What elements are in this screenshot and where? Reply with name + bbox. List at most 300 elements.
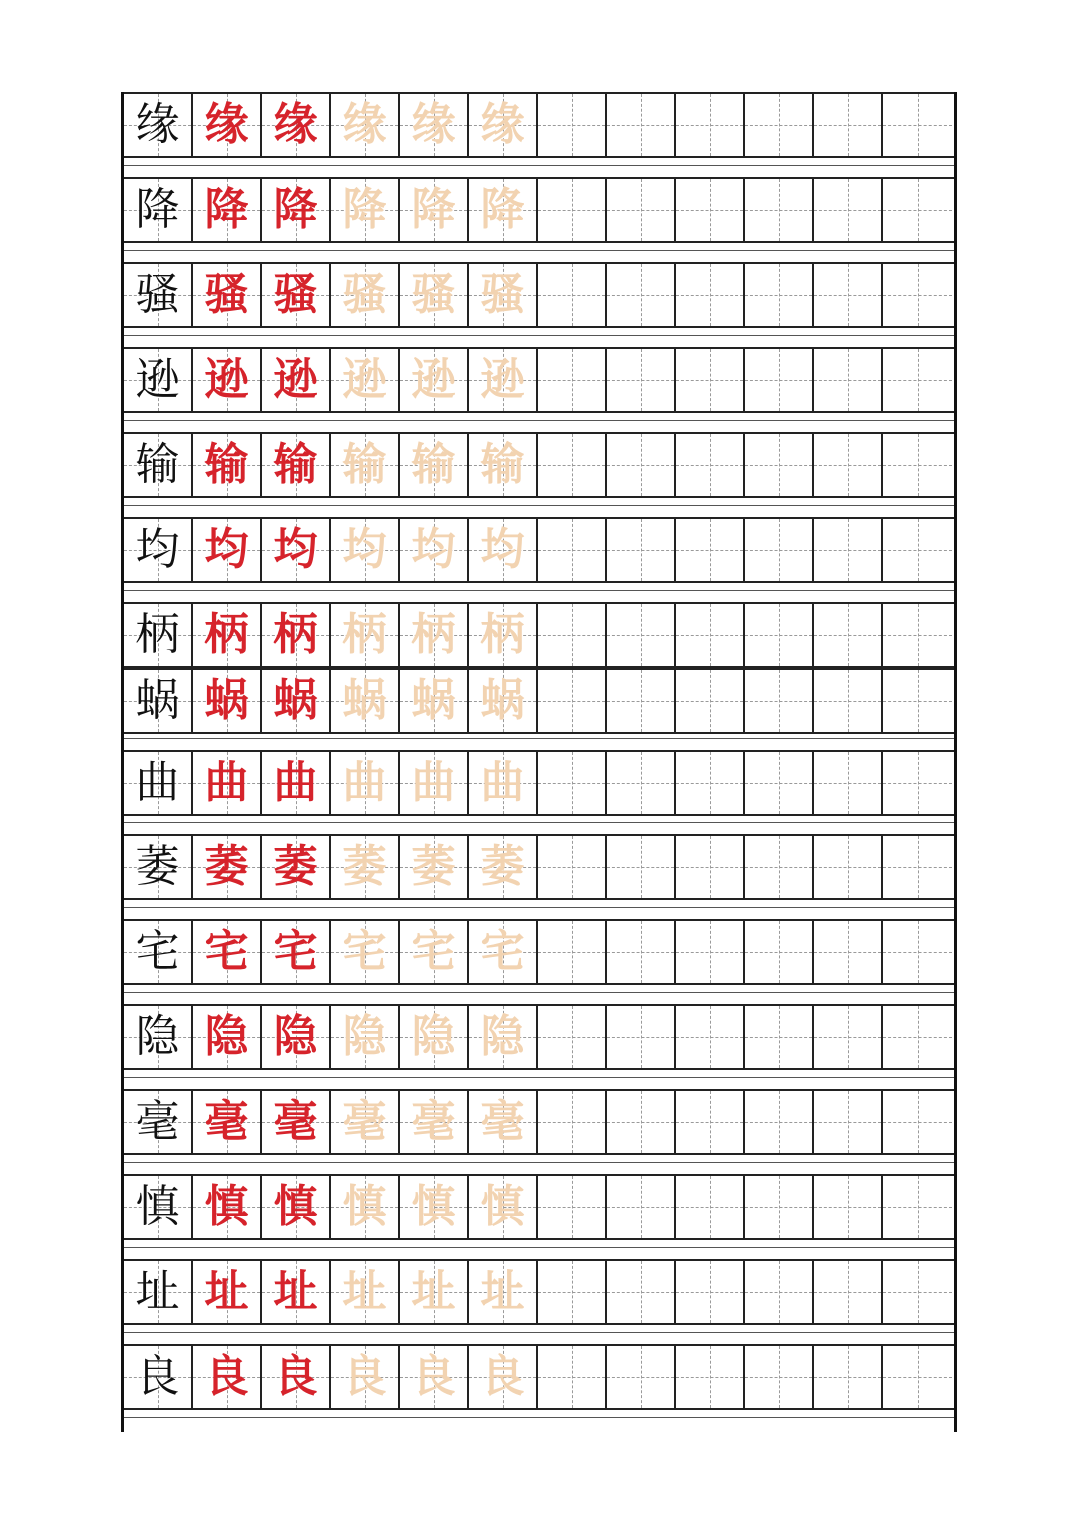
trace-character-cell[interactable]: [400, 519, 469, 581]
trace-character-cell[interactable]: [469, 752, 538, 814]
empty-practice-cell[interactable]: [607, 94, 676, 156]
trace-character: 均: [480, 524, 525, 575]
trace-character: 降: [480, 184, 525, 235]
model-character: 慎: [135, 1181, 180, 1232]
trace-character-cell[interactable]: [469, 1091, 538, 1153]
trace-character: 良: [411, 1351, 456, 1402]
trace-character-cell[interactable]: [400, 434, 469, 496]
practice-sheet: [121, 92, 957, 1432]
empty-practice-cell[interactable]: [814, 1091, 883, 1153]
trace-character-cell[interactable]: [400, 349, 469, 411]
trace-character: 输: [411, 439, 456, 490]
row-spacer-line: [124, 1247, 954, 1248]
empty-practice-cell[interactable]: [676, 836, 745, 898]
empty-practice-cell[interactable]: [745, 264, 814, 326]
trace-character: 均: [342, 524, 387, 575]
empty-practice-cell[interactable]: [607, 670, 676, 732]
trace-character: 毫: [480, 1096, 525, 1147]
trace-character: 曲: [342, 757, 387, 808]
trace-character: 输: [342, 439, 387, 490]
model-character: 降: [135, 184, 180, 235]
practice-row: [124, 834, 954, 900]
empty-practice-cell[interactable]: [538, 94, 607, 156]
trace-character: 隐: [480, 1011, 525, 1062]
red-character: 曲: [204, 757, 249, 808]
red-character-cell[interactable]: [193, 670, 262, 732]
trace-character-cell[interactable]: [400, 94, 469, 156]
trace-character: 址: [411, 1266, 456, 1317]
trace-character-cell[interactable]: [331, 519, 400, 581]
row-spacer-line: [124, 822, 954, 823]
model-character-cell[interactable]: [124, 1176, 193, 1238]
red-character: 址: [204, 1266, 249, 1317]
red-character-cell[interactable]: [262, 1346, 331, 1408]
empty-practice-cell[interactable]: [883, 836, 952, 898]
empty-practice-cell[interactable]: [538, 1346, 607, 1408]
trace-character: 慎: [342, 1181, 387, 1232]
empty-practice-cell[interactable]: [745, 434, 814, 496]
empty-practice-cell[interactable]: [607, 1261, 676, 1323]
empty-practice-cell[interactable]: [883, 434, 952, 496]
row-spacer-line: [124, 335, 954, 336]
red-character-cell[interactable]: [193, 434, 262, 496]
trace-character-cell[interactable]: [400, 1091, 469, 1153]
empty-practice-cell[interactable]: [814, 1261, 883, 1323]
empty-practice-cell[interactable]: [607, 519, 676, 581]
trace-character-cell[interactable]: [469, 434, 538, 496]
empty-practice-cell[interactable]: [814, 752, 883, 814]
trace-character-cell[interactable]: [331, 1091, 400, 1153]
red-character-cell[interactable]: [262, 519, 331, 581]
empty-practice-cell[interactable]: [676, 349, 745, 411]
red-character-cell[interactable]: [193, 1006, 262, 1068]
trace-character-cell[interactable]: [400, 752, 469, 814]
practice-row: [124, 668, 954, 734]
red-character-cell[interactable]: [262, 1091, 331, 1153]
trace-character-cell[interactable]: [469, 179, 538, 241]
practice-row: [124, 517, 954, 583]
trace-character-cell[interactable]: [400, 921, 469, 983]
empty-practice-cell[interactable]: [538, 836, 607, 898]
red-character-cell[interactable]: [262, 604, 331, 666]
row-spacer-line: [124, 907, 954, 908]
trace-character: 柄: [342, 609, 387, 660]
row-spacer-line: [124, 992, 954, 993]
empty-practice-cell[interactable]: [814, 264, 883, 326]
trace-character: 宅: [342, 926, 387, 977]
empty-practice-cell[interactable]: [607, 434, 676, 496]
trace-character-cell[interactable]: [469, 1346, 538, 1408]
trace-character: 慎: [480, 1181, 525, 1232]
empty-practice-cell[interactable]: [883, 1006, 952, 1068]
red-character-cell[interactable]: [193, 752, 262, 814]
trace-character-cell[interactable]: [469, 264, 538, 326]
red-character: 宅: [204, 926, 249, 977]
trace-character: 逊: [411, 354, 456, 405]
red-character-cell[interactable]: [193, 1176, 262, 1238]
red-character: 萎: [273, 841, 318, 892]
empty-practice-cell[interactable]: [676, 1346, 745, 1408]
empty-practice-cell[interactable]: [745, 836, 814, 898]
model-character-cell[interactable]: [124, 921, 193, 983]
trace-character-cell[interactable]: [331, 264, 400, 326]
practice-row: [124, 92, 954, 158]
empty-practice-cell[interactable]: [676, 1261, 745, 1323]
empty-practice-cell[interactable]: [814, 1176, 883, 1238]
trace-character: 毫: [411, 1096, 456, 1147]
red-character-cell[interactable]: [193, 519, 262, 581]
row-spacer-line: [124, 1077, 954, 1078]
empty-practice-cell[interactable]: [607, 921, 676, 983]
empty-practice-cell[interactable]: [607, 604, 676, 666]
model-character-cell[interactable]: [124, 1261, 193, 1323]
empty-practice-cell[interactable]: [814, 670, 883, 732]
empty-practice-cell[interactable]: [745, 670, 814, 732]
practice-row: [124, 750, 954, 816]
trace-character-cell[interactable]: [469, 921, 538, 983]
empty-practice-cell[interactable]: [676, 1006, 745, 1068]
empty-practice-cell[interactable]: [607, 752, 676, 814]
trace-character-cell[interactable]: [400, 670, 469, 732]
empty-practice-cell[interactable]: [607, 1006, 676, 1068]
empty-practice-cell[interactable]: [538, 1006, 607, 1068]
trace-character-cell[interactable]: [331, 752, 400, 814]
red-character-cell[interactable]: [193, 179, 262, 241]
trace-character: 蜗: [411, 675, 456, 726]
model-character: 骚: [135, 269, 180, 320]
red-character-cell[interactable]: [262, 349, 331, 411]
empty-practice-cell[interactable]: [745, 349, 814, 411]
red-character-cell[interactable]: [193, 604, 262, 666]
empty-practice-cell[interactable]: [814, 1006, 883, 1068]
empty-practice-cell[interactable]: [538, 519, 607, 581]
trace-character: 宅: [480, 926, 525, 977]
model-character: 萎: [135, 841, 180, 892]
empty-practice-cell[interactable]: [814, 349, 883, 411]
red-character: 骚: [204, 269, 249, 320]
practice-row: [124, 1344, 954, 1410]
trace-character: 缘: [480, 99, 525, 150]
empty-practice-cell[interactable]: [607, 1346, 676, 1408]
empty-practice-cell[interactable]: [676, 604, 745, 666]
red-character: 逊: [273, 354, 318, 405]
trace-character-cell[interactable]: [400, 1176, 469, 1238]
red-character: 缘: [204, 99, 249, 150]
trace-character: 萎: [342, 841, 387, 892]
trace-character-cell[interactable]: [469, 519, 538, 581]
red-character-cell[interactable]: [262, 752, 331, 814]
trace-character-cell[interactable]: [469, 1006, 538, 1068]
empty-practice-cell[interactable]: [538, 670, 607, 732]
trace-character-cell[interactable]: [331, 1261, 400, 1323]
trace-character: 缘: [342, 99, 387, 150]
red-character-cell[interactable]: [262, 94, 331, 156]
trace-character-cell[interactable]: [400, 836, 469, 898]
row-spacer-line: [124, 738, 954, 739]
red-character-cell[interactable]: [193, 1091, 262, 1153]
empty-practice-cell[interactable]: [745, 1261, 814, 1323]
trace-character: 蜗: [480, 675, 525, 726]
model-character: 均: [135, 524, 180, 575]
trace-character: 蜗: [342, 675, 387, 726]
red-character: 慎: [273, 1181, 318, 1232]
empty-practice-cell[interactable]: [607, 836, 676, 898]
trace-character-cell[interactable]: [331, 836, 400, 898]
empty-practice-cell[interactable]: [883, 94, 952, 156]
trace-character-cell[interactable]: [331, 434, 400, 496]
trace-character-cell[interactable]: [469, 94, 538, 156]
model-character: 址: [135, 1266, 180, 1317]
empty-practice-cell[interactable]: [607, 1091, 676, 1153]
red-character-cell[interactable]: [193, 264, 262, 326]
red-character: 输: [204, 439, 249, 490]
empty-practice-cell[interactable]: [676, 519, 745, 581]
red-character: 良: [204, 1351, 249, 1402]
red-character-cell[interactable]: [193, 94, 262, 156]
empty-practice-cell[interactable]: [676, 434, 745, 496]
red-character: 逊: [204, 354, 249, 405]
trace-character: 址: [480, 1266, 525, 1317]
trace-character-cell[interactable]: [469, 349, 538, 411]
model-character-cell[interactable]: [124, 670, 193, 732]
practice-row: [124, 1089, 954, 1155]
red-character-cell[interactable]: [262, 670, 331, 732]
model-character: 缘: [135, 99, 180, 150]
red-character-cell[interactable]: [193, 1261, 262, 1323]
model-character: 宅: [135, 926, 180, 977]
model-character: 输: [135, 439, 180, 490]
red-character-cell[interactable]: [262, 1261, 331, 1323]
empty-practice-cell[interactable]: [745, 1006, 814, 1068]
empty-practice-cell[interactable]: [814, 921, 883, 983]
model-character-cell[interactable]: [124, 519, 193, 581]
trace-character-cell[interactable]: [331, 1176, 400, 1238]
trace-character: 良: [480, 1351, 525, 1402]
empty-practice-cell[interactable]: [676, 94, 745, 156]
empty-practice-cell[interactable]: [676, 670, 745, 732]
trace-character: 骚: [411, 269, 456, 320]
trace-character: 降: [411, 184, 456, 235]
red-character-cell[interactable]: [193, 1346, 262, 1408]
empty-practice-cell[interactable]: [883, 921, 952, 983]
red-character-cell[interactable]: [262, 836, 331, 898]
red-character-cell[interactable]: [193, 921, 262, 983]
model-character: 隐: [135, 1011, 180, 1062]
model-character: 蜗: [135, 675, 180, 726]
trace-character-cell[interactable]: [331, 1006, 400, 1068]
empty-practice-cell[interactable]: [883, 604, 952, 666]
empty-practice-cell[interactable]: [814, 604, 883, 666]
red-character-cell[interactable]: [262, 1006, 331, 1068]
red-character-cell[interactable]: [262, 1176, 331, 1238]
empty-practice-cell[interactable]: [538, 179, 607, 241]
practice-row: [124, 432, 954, 498]
trace-character: 逊: [480, 354, 525, 405]
red-character-cell[interactable]: [262, 921, 331, 983]
red-character-cell[interactable]: [262, 264, 331, 326]
trace-character: 降: [342, 184, 387, 235]
trace-character-cell[interactable]: [469, 836, 538, 898]
red-character-cell[interactable]: [262, 434, 331, 496]
empty-practice-cell[interactable]: [745, 519, 814, 581]
empty-practice-cell[interactable]: [883, 670, 952, 732]
empty-practice-cell[interactable]: [676, 752, 745, 814]
empty-practice-cell[interactable]: [607, 179, 676, 241]
red-character: 毫: [204, 1096, 249, 1147]
red-character: 宅: [273, 926, 318, 977]
empty-practice-cell[interactable]: [538, 1091, 607, 1153]
trace-character: 隐: [342, 1011, 387, 1062]
row-spacer-line: [124, 1162, 954, 1163]
empty-practice-cell[interactable]: [607, 264, 676, 326]
row-spacer-line: [124, 505, 954, 506]
empty-practice-cell[interactable]: [607, 349, 676, 411]
red-character: 萎: [204, 841, 249, 892]
trace-character-cell[interactable]: [469, 604, 538, 666]
red-character: 良: [273, 1351, 318, 1402]
trace-character-cell[interactable]: [400, 1006, 469, 1068]
empty-practice-cell[interactable]: [883, 752, 952, 814]
trace-character-cell[interactable]: [331, 1346, 400, 1408]
trace-character: 柄: [480, 609, 525, 660]
practice-row: [124, 347, 954, 413]
red-character: 均: [204, 524, 249, 575]
empty-practice-cell[interactable]: [814, 836, 883, 898]
empty-practice-cell[interactable]: [676, 1091, 745, 1153]
red-character-cell[interactable]: [262, 179, 331, 241]
empty-practice-cell[interactable]: [883, 1261, 952, 1323]
empty-practice-cell[interactable]: [745, 604, 814, 666]
model-character-cell[interactable]: [124, 1091, 193, 1153]
red-character-cell[interactable]: [193, 836, 262, 898]
empty-practice-cell[interactable]: [883, 1346, 952, 1408]
trace-character: 逊: [342, 354, 387, 405]
empty-practice-cell[interactable]: [538, 921, 607, 983]
model-character-cell[interactable]: [124, 836, 193, 898]
empty-practice-cell[interactable]: [607, 1176, 676, 1238]
empty-practice-cell[interactable]: [814, 179, 883, 241]
empty-practice-cell[interactable]: [538, 264, 607, 326]
trace-character: 萎: [411, 841, 456, 892]
empty-practice-cell[interactable]: [814, 519, 883, 581]
model-character-cell[interactable]: [124, 179, 193, 241]
trace-character-cell[interactable]: [469, 670, 538, 732]
red-character: 址: [273, 1266, 318, 1317]
model-character-cell[interactable]: [124, 349, 193, 411]
empty-practice-cell[interactable]: [676, 921, 745, 983]
red-character: 缘: [273, 99, 318, 150]
trace-character-cell[interactable]: [331, 604, 400, 666]
trace-character: 柄: [411, 609, 456, 660]
red-character: 蜗: [204, 675, 249, 726]
model-character: 柄: [135, 609, 180, 660]
empty-practice-cell[interactable]: [814, 94, 883, 156]
trace-character-cell[interactable]: [400, 264, 469, 326]
empty-practice-cell[interactable]: [745, 921, 814, 983]
red-character: 降: [273, 184, 318, 235]
trace-character-cell[interactable]: [469, 1261, 538, 1323]
practice-row: [124, 177, 954, 243]
red-character: 隐: [273, 1011, 318, 1062]
red-character: 隐: [204, 1011, 249, 1062]
trace-character-cell[interactable]: [400, 604, 469, 666]
red-character: 降: [204, 184, 249, 235]
trace-character: 均: [411, 524, 456, 575]
trace-character-cell[interactable]: [331, 94, 400, 156]
empty-practice-cell[interactable]: [676, 179, 745, 241]
empty-practice-cell[interactable]: [745, 752, 814, 814]
red-character: 输: [273, 439, 318, 490]
empty-practice-cell[interactable]: [814, 1346, 883, 1408]
practice-row: [124, 1259, 954, 1325]
model-character-cell[interactable]: [124, 752, 193, 814]
empty-practice-cell[interactable]: [538, 604, 607, 666]
empty-practice-cell[interactable]: [745, 179, 814, 241]
trace-character: 曲: [480, 757, 525, 808]
empty-practice-cell[interactable]: [883, 264, 952, 326]
model-character-cell[interactable]: [124, 94, 193, 156]
trace-character-cell[interactable]: [400, 1261, 469, 1323]
trace-character-cell[interactable]: [400, 179, 469, 241]
empty-practice-cell[interactable]: [814, 434, 883, 496]
model-character-cell[interactable]: [124, 434, 193, 496]
trace-character-cell[interactable]: [331, 179, 400, 241]
empty-practice-cell[interactable]: [538, 752, 607, 814]
red-character: 蜗: [273, 675, 318, 726]
model-character-cell[interactable]: [124, 264, 193, 326]
empty-practice-cell[interactable]: [745, 94, 814, 156]
empty-practice-cell[interactable]: [538, 434, 607, 496]
red-character-cell[interactable]: [193, 349, 262, 411]
empty-practice-cell[interactable]: [883, 179, 952, 241]
empty-practice-cell[interactable]: [676, 264, 745, 326]
model-character: 良: [135, 1351, 180, 1402]
empty-practice-cell[interactable]: [883, 519, 952, 581]
empty-practice-cell[interactable]: [538, 349, 607, 411]
empty-practice-cell[interactable]: [676, 1176, 745, 1238]
row-spacer-line: [124, 420, 954, 421]
red-character: 慎: [204, 1181, 249, 1232]
red-character: 柄: [204, 609, 249, 660]
empty-practice-cell[interactable]: [883, 1091, 952, 1153]
empty-practice-cell[interactable]: [538, 1176, 607, 1238]
empty-practice-cell[interactable]: [538, 1261, 607, 1323]
practice-row: [124, 919, 954, 985]
model-character-cell[interactable]: [124, 1006, 193, 1068]
empty-practice-cell[interactable]: [883, 1176, 952, 1238]
trace-character: 骚: [480, 269, 525, 320]
empty-practice-cell[interactable]: [745, 1176, 814, 1238]
trace-character: 慎: [411, 1181, 456, 1232]
trace-character: 良: [342, 1351, 387, 1402]
row-spacer-line: [124, 1417, 954, 1418]
trace-character-cell[interactable]: [331, 921, 400, 983]
practice-row: [124, 1174, 954, 1240]
trace-character-cell[interactable]: [331, 349, 400, 411]
trace-character-cell[interactable]: [469, 1176, 538, 1238]
model-character-cell[interactable]: [124, 604, 193, 666]
model-character-cell[interactable]: [124, 1346, 193, 1408]
trace-character-cell[interactable]: [331, 670, 400, 732]
trace-character: 骚: [342, 269, 387, 320]
trace-character-cell[interactable]: [400, 1346, 469, 1408]
empty-practice-cell[interactable]: [745, 1346, 814, 1408]
trace-character: 址: [342, 1266, 387, 1317]
empty-practice-cell[interactable]: [883, 349, 952, 411]
row-spacer-line: [124, 1332, 954, 1333]
empty-practice-cell[interactable]: [745, 1091, 814, 1153]
row-spacer-line: [124, 590, 954, 591]
